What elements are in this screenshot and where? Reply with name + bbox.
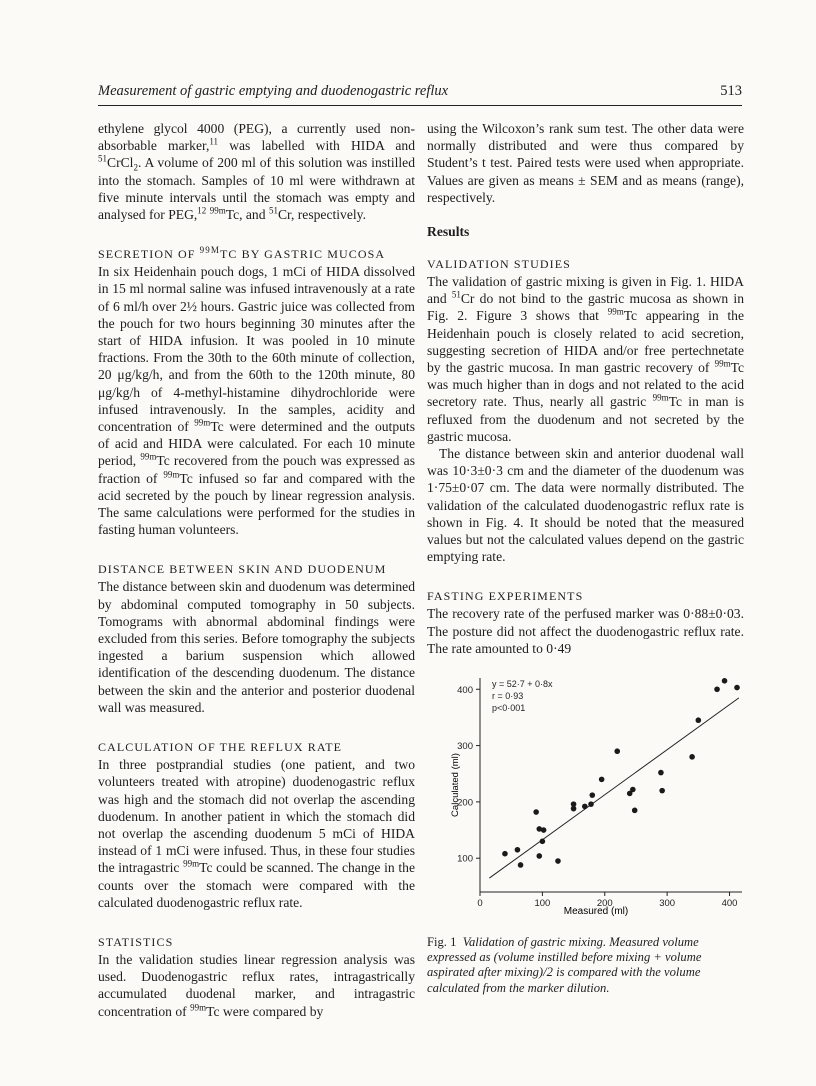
y-tick-label: 400 bbox=[457, 684, 473, 696]
header-rule bbox=[98, 105, 742, 106]
statistics-continued: using the Wilcoxon’s rank sum test. The other data were normally distributed and were thus compared by Student’s t test. Paired tests were used when appropriate. Values are given as means ± SEM and as means (range), respectively. bbox=[427, 121, 744, 205]
regression-line bbox=[489, 698, 739, 878]
results-heading: Results bbox=[427, 224, 470, 240]
y-axis-label: Calculated (ml) bbox=[450, 753, 461, 817]
data-point bbox=[722, 678, 728, 684]
fasting-paragraph: The recovery rate of the perfused marker was 0·88±0·03. The posture did not affect the duodenogastric reflux rate. The rate amounted to 0·49 bbox=[427, 606, 744, 656]
secretion-heading: SECRETION OF $^{99M}$TC BY GASTRIC MUCOSA bbox=[98, 245, 386, 262]
data-point bbox=[714, 686, 720, 692]
right-column bbox=[427, 120, 744, 657]
reflux-heading: CALCULATION OF THE REFLUX RATE bbox=[98, 740, 343, 755]
statistics-heading: STATISTICS bbox=[98, 934, 174, 949]
data-point bbox=[502, 851, 508, 857]
caption-label: Fig. 1 bbox=[427, 935, 457, 949]
data-point bbox=[588, 801, 594, 807]
data-point bbox=[734, 685, 740, 691]
data-point bbox=[555, 858, 561, 864]
stats-annotation: r = 0·93 bbox=[492, 691, 524, 701]
validation-paragraph-2: The distance between skin and anterior duodenal wall was 10·3±0·3 cm and the diameter of the duodenum was 1·75±0·07 cm. The data were normally distributed. The validation of the calculated duodenogastric reflux rate is shown in Fig. 4. It should be noted that the measured values but not the calculated values depend on the gastric emptying rate. bbox=[427, 446, 744, 565]
reflux-paragraph: In three postprandial studies (one patient, and two volunteers treated with atropine) duodenogastric reflux was high and the stomach did not overlap the ascending duodenum. In another patient in which the stomach did not overlap the ascending duodenum 5 mCi of HIDA instead of 1 mCi were infused. Thus, in these four studies the intragastric $^{99m}$Tc could be scanned. The change in the counts over the stomach were compared with the calculated duodenogastric reflux rate. bbox=[98, 757, 415, 910]
running-header bbox=[98, 83, 742, 100]
x-tick-label: 0 bbox=[477, 898, 483, 909]
data-point bbox=[599, 777, 605, 783]
stats-annotation: p<0·001 bbox=[492, 703, 526, 713]
data-point bbox=[632, 808, 638, 814]
distance-heading: DISTANCE BETWEEN SKIN AND DUODENUM bbox=[98, 562, 387, 577]
data-point bbox=[589, 792, 595, 798]
data-point bbox=[659, 788, 665, 794]
data-point bbox=[533, 809, 539, 815]
data-point bbox=[518, 862, 524, 868]
figure-caption bbox=[427, 935, 742, 996]
data-point bbox=[515, 847, 521, 853]
figure-1 bbox=[430, 670, 760, 920]
scatter-chart bbox=[430, 670, 760, 920]
page-number: 513 bbox=[720, 83, 742, 99]
statistics-paragraph: In the validation studies linear regression analysis was used. Duodenogastric reflux rates, intragastrically accumulated duodenal marker, and intragastric concentration of $^{99m}$Tc were compared by bbox=[98, 951, 415, 1019]
validation-paragraph-1: The validation of gastric mixing is given in Fig. 1. HIDA and $^{51}$Cr do not bind to the gastric mucosa as shown in Fig. 2. Figure 3 shows that $^{99m}$Tc appearing in the Heidenhain pouch is closely related to acid secretion, suggesting secretion of HIDA and/or free pertechnetate by the gastric mucosa. In man gastric recovery of $^{99m}$Tc was much higher than in dogs and not related to the acid secretory rate. Thus, nearly all gastric $^{99m}$Tc in man is refluxed from the duodenum and not secreted by the gastric mucosa. bbox=[427, 274, 745, 444]
stats-annotation: y = 52·7 + 0·8x bbox=[492, 679, 553, 689]
x-tick-label: 400 bbox=[721, 898, 738, 909]
x-tick-label: 300 bbox=[659, 898, 676, 909]
fasting-heading: FASTING EXPERIMENTS bbox=[427, 589, 584, 604]
data-point bbox=[658, 770, 664, 776]
x-tick-label: 200 bbox=[596, 898, 613, 909]
y-tick-label: 100 bbox=[457, 853, 473, 865]
left-column bbox=[98, 120, 415, 1020]
data-point bbox=[541, 827, 547, 833]
data-point bbox=[614, 748, 620, 754]
x-tick-label: 100 bbox=[534, 898, 551, 909]
data-point bbox=[536, 853, 542, 859]
data-point bbox=[582, 804, 588, 810]
data-point bbox=[540, 839, 546, 845]
caption-text: Validation of gastric mixing. Measured volume expressed as (volume instilled before mixing + volume aspirated after mixing)/2 is compared with the volume calculated from the marker dilution. bbox=[427, 935, 702, 995]
y-tick-label: 200 bbox=[457, 797, 473, 809]
validation-heading: VALIDATION STUDIES bbox=[427, 257, 571, 272]
distance-paragraph: The distance between skin and duodenum was determined by abdominal computed tomography in 50 subjects. Tomograms with abnormal abdominal findings were excluded from this series. Before tomography the subjects ingested a barium suspension which allowed identification of the descending duodenum. The distance between the skin and the anterior and posterior duodenal wall was measured. bbox=[98, 579, 415, 715]
running-title: Measurement of gastric emptying and duodenogastric reflux bbox=[98, 83, 449, 99]
data-point bbox=[630, 787, 636, 793]
data-point bbox=[571, 801, 577, 807]
y-tick-label: 300 bbox=[457, 741, 473, 753]
secretion-paragraph: In six Heidenhain pouch dogs, 1 mCi of HIDA dissolved in 15 ml normal saline was infused intravenously at a rate of 6 ml/h over 2½ hours. Gastric juice was collected from the pouch for two hours beginning 30 minutes after the start of HIDA infusion. It was pooled in 10 minute fractions. From the 30th to the 60th minute of collection, 20 μg/kg/h, and from the 60th to the 120th minute, 80 μg/kg/h of 4-methyl-histamine dihydrochloride were infused intravenously. In the samples, acidity and concentration of $^{99m}$Tc were determined and the outputs of acid and HIDA were calculated. For each 10 minute period, $^{99m}$Tc recovered from the pouch was expressed as fraction of $^{99m}$Tc infused so far and compared with the acid secreted by the pouch by linear regression analysis. The same calculations were performed for the studies in fasting human volunteers. bbox=[98, 264, 415, 538]
x-axis-label: Measured (ml) bbox=[563, 906, 629, 917]
data-point bbox=[689, 754, 695, 760]
data-point bbox=[696, 717, 702, 723]
intro-paragraph: ethylene glycol 4000 (PEG), a currently used non-absorbable marker,$^{11}$ was labelled with HIDA and $^{51}$CrCl$_2$. A volume of 200 ml of this solution was instilled into the stomach. Samples of 10 ml were withdrawn at five minute intervals until the stomach was empty and analysed for PEG,$^{12}$ $^{99m}$Tc, and $^{51}$Cr, respectively. bbox=[98, 121, 415, 223]
